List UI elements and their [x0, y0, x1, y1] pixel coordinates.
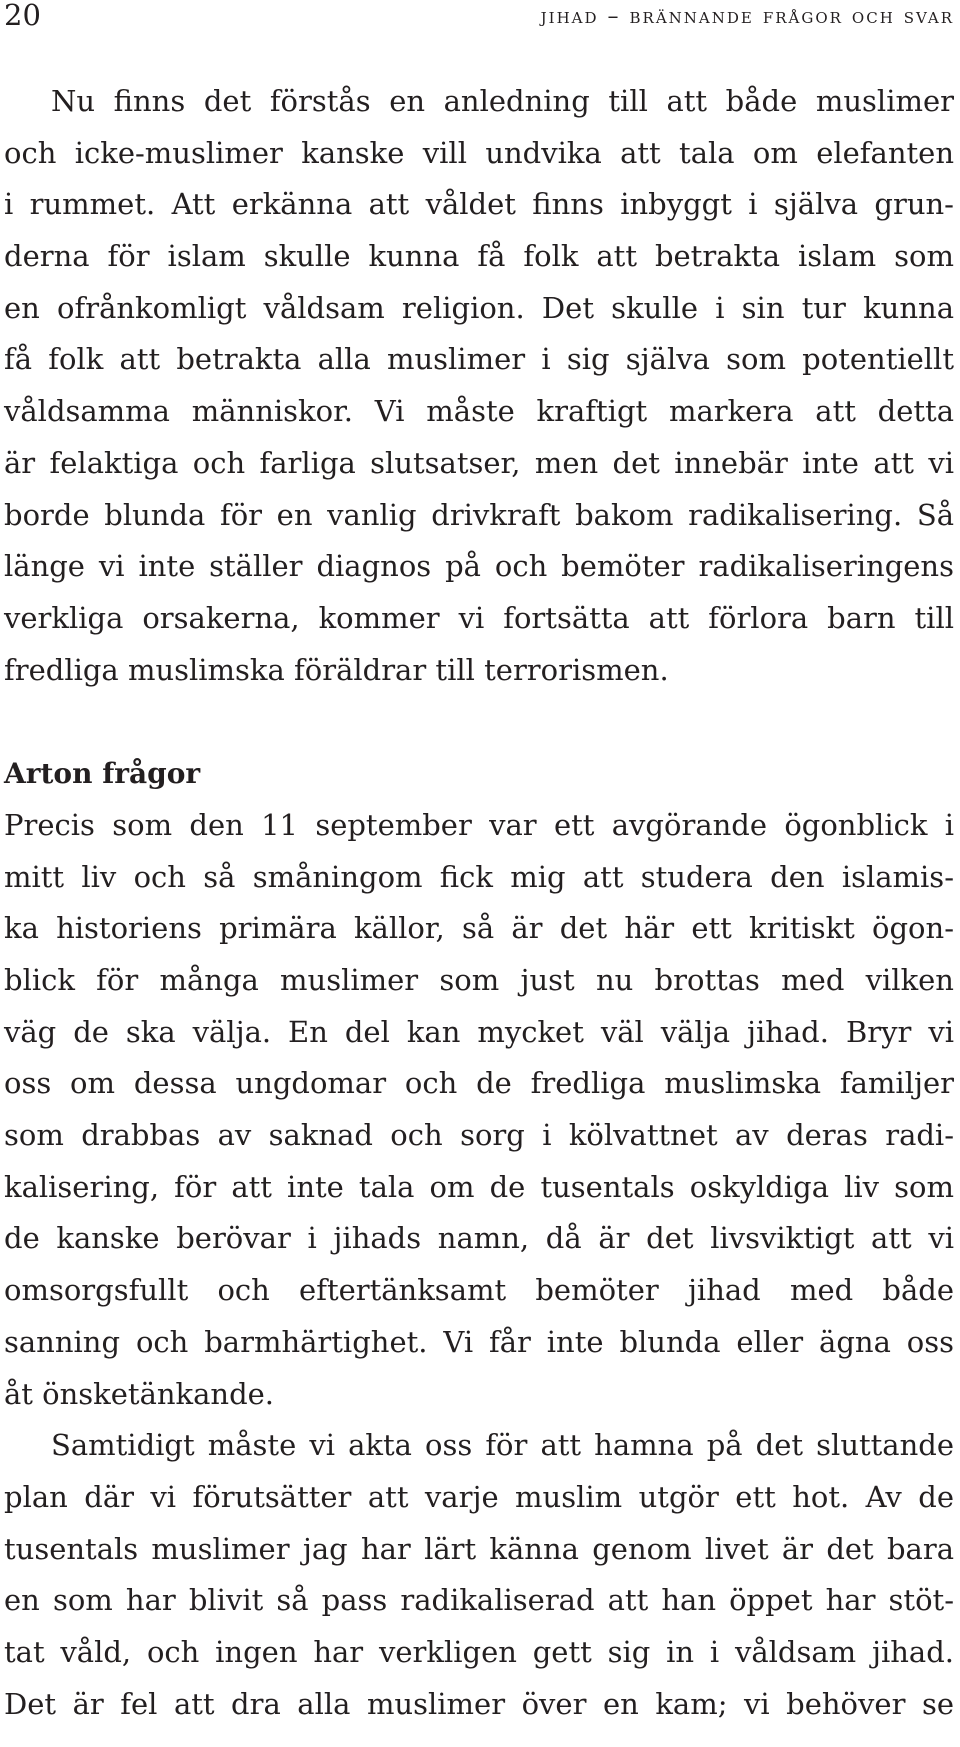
text-line: kalisering, för att inte tala om de tusentals oskyldiga liv som [4, 1169, 954, 1204]
text-line: länge vi inte ställer diagnos på och bemöter radikaliseringens [4, 549, 954, 584]
text-line: är felaktiga och farliga slutsatser, men det innebär inte att vi [4, 445, 954, 480]
text-line: verkliga orsakerna, kommer vi fortsätta att förlora barn till [4, 600, 954, 635]
text-line: väg de ska välja. En del kan mycket väl välja jihad. Bryr vi [4, 1014, 954, 1049]
section-heading: Arton frågor [4, 757, 201, 791]
text-line: i rummet. Att erkänna att våldet finns inbyggt i själva grun- [4, 187, 954, 222]
paragraph-2 [4, 800, 954, 1420]
text-line: som drabbas av saknad och sorg i kölvattnet av deras radi- [4, 1118, 954, 1153]
text-line: en som har blivit så pass radikaliserad att han öppet har stöt- [4, 1583, 954, 1618]
section-gap [4, 696, 954, 748]
text-line: borde blunda för en vanlig drivkraft bakom radikalisering. Så [4, 497, 954, 532]
text-line: derna för islam skulle kunna få folk att betrakta islam som [4, 239, 954, 274]
text-line: fredliga muslimska föräldrar till terrorismen. [4, 652, 669, 687]
text-line: omsorgsfullt och eftertänksamt bemöter jihad med både [4, 1273, 954, 1308]
text-line: Det är fel att dra alla muslimer över en kam; vi behöver se [4, 1686, 954, 1721]
text-line: Precis som den 11 september var ett avgörande ögonblick i [4, 807, 954, 842]
text-line: en ofrånkomligt våldsam religion. Det skulle i sin tur kunna [4, 290, 954, 325]
text-line: tat våld, och ingen har verkligen gett sig in i våldsam jihad. [4, 1634, 954, 1669]
text-line: de kanske berövar i jihads namn, då är det livsviktigt att vi [4, 1221, 954, 1256]
page-header [4, 0, 954, 34]
text-line: och icke-muslimer kanske vill undvika att tala om elefanten [4, 135, 954, 170]
paragraph-3 [4, 1420, 954, 1730]
text-line: åt önsketänkande. [4, 1376, 275, 1411]
page-number: 20 [4, 0, 41, 32]
page-body [4, 76, 954, 1730]
text-line: Samtidigt måste vi akta oss för att hamna på det sluttande [51, 1428, 954, 1463]
text-line: blick för många muslimer som just nu brottas med vilken [4, 963, 954, 997]
text-line: få folk att betrakta alla muslimer i sig själva som potentiellt [4, 342, 954, 377]
text-line: sanning och barmhärtighet. Vi får inte blunda eller ägna oss [4, 1324, 954, 1359]
text-line: tusentals muslimer jag har lärt känna genom livet är det bara [4, 1531, 954, 1566]
running-title: jihad – brännande frågor och svar [540, 4, 954, 29]
text-line: ka historiens primära källor, så är det här ett kritiskt ögon- [4, 911, 954, 946]
text-line: mitt liv och så småningom fick mig att studera den islamis- [4, 859, 954, 894]
text-line: våldsamma människor. Vi måste kraftigt markera att detta [4, 394, 954, 429]
text-line: oss om dessa ungdomar och de fredliga muslimska familjer [4, 1066, 954, 1101]
text-line: Nu finns det förstås en anledning till att både muslimer [51, 84, 954, 118]
text-line: plan där vi förutsätter att varje muslim utgör ett hot. Av de [4, 1479, 954, 1514]
paragraph-1 [4, 76, 954, 696]
